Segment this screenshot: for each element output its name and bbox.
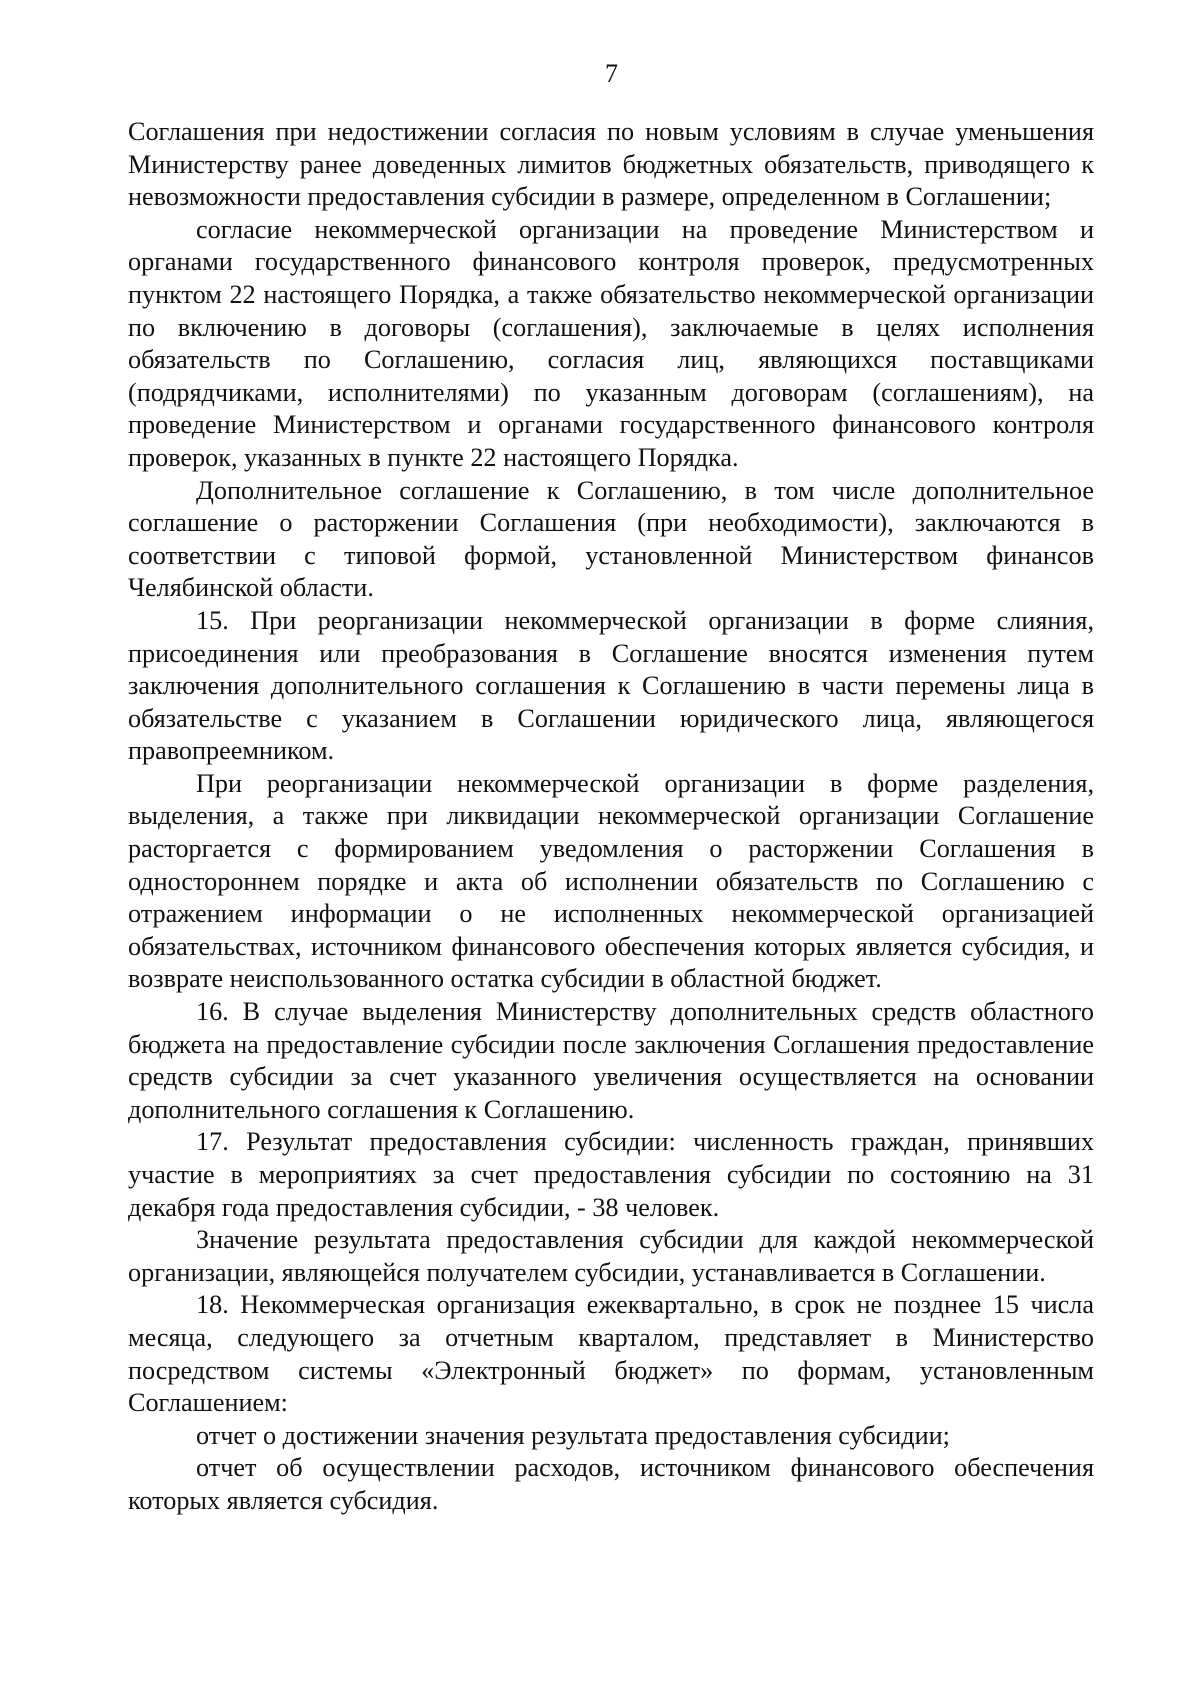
paragraph-item-17: 17. Результат предоставления субсидии: численность граждан, принявших участие в мероприятиях за счет предоставления субсидии по состоянию на 31 декабря года предоставления субсидии, - 38 человек. <box>128 1127 1094 1222</box>
paragraph-item-18: 18. Некоммерческая организация ежеквартально, в срок не позднее 15 числа месяца, следующего за отчетным кварталом, представляет в Министерство посредством системы «Электронный бюджет» по формам, установленным Соглашением: <box>128 1290 1094 1418</box>
paragraph-consent-checks: согласие некоммерческой организации на проведение Министерством и органами государственного финансового контроля проверок, предусмотренных пунктом 22 настоящего Порядка, а также обязательство некоммерческой организации по включению в договоры (соглашения), заключаемые в целях исполнения обязательств по Соглашению, согласия лиц, являющихся поставщиками (подрядчиками, исполнителями) по указанным договорам (соглашениям), на проведение Министерством и органами государственного финансового контроля проверок, указанных в пункте 22 настоящего Порядка. <box>128 214 1094 472</box>
paragraph-report-result: отчет о достижении значения результата предоставления субсидии; <box>196 1420 950 1450</box>
paragraph-result-value: Значение результата предоставления субсидии для каждой некоммерческой организации, являющейся получателем субсидии, устанавливается в Соглашении. <box>128 1225 1094 1287</box>
paragraph-item-15: 15. При реорганизации некоммерческой организации в форме слияния, присоединения или преобразования в Соглашение вносятся изменения путем заключения дополнительного соглашения к Соглашению в части перемены лица в обязательстве с указанием в Соглашении юридического лица, являющегося правопреемником. <box>128 605 1094 766</box>
paragraph-reorganization-termination: При реорганизации некоммерческой организации в форме разделения, выделения, а также при ликвидации некоммерческой организации Соглашение расторгается с формированием уведомления о расторжении Соглашения в одностороннем порядке и акта об исполнении обязательств по Соглашению с отражением информации о не исполненных некоммерческой организацией обязательствах, источником финансового обеспечения которых является субсидия, и возврате неиспользованного остатка субсидии в областной бюджет. <box>128 768 1094 994</box>
paragraph-continuation: Соглашения при недостижении согласия по новым условиям в случае уменьшения Министерству ранее доведенных лимитов бюджетных обязательств, приводящего к невозможности предоставления субсидии в размере, определенном в Соглашении; <box>128 117 1094 212</box>
page-number: 7 <box>605 59 618 88</box>
document-body <box>128 116 1094 1518</box>
paragraph-report-expenses: отчет об осуществлении расходов, источником финансового обеспечения которых является субсидия. <box>128 1453 1094 1515</box>
paragraph-item-16: 16. В случае выделения Министерству дополнительных средств областного бюджета на предоставление субсидии после заключения Соглашения предоставление средств субсидии за счет указанного увеличения осуществляется на основании дополнительного соглашения к Соглашению. <box>128 997 1094 1124</box>
paragraph-additional-agreement: Дополнительное соглашение к Соглашению, в том числе дополнительное соглашение о расторжении Соглашения (при необходимости), заключаются в соответствии с типовой формой, установленной Министерством финансов Челябинской области. <box>128 475 1094 603</box>
